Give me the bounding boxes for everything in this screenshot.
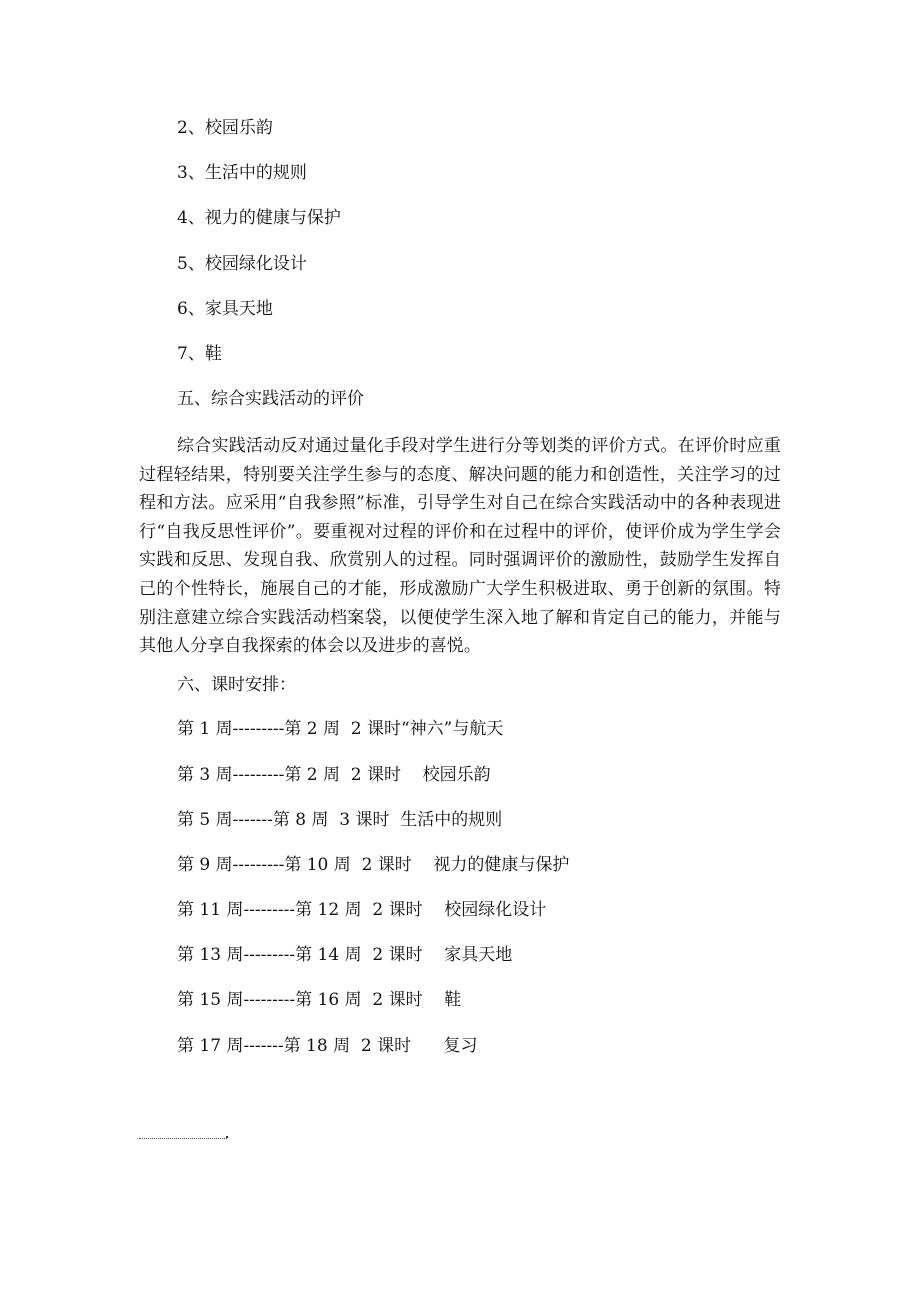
topic-item: 5、校园绿化设计 (177, 254, 307, 274)
topic-item: 4、视力的健康与保护 (177, 208, 341, 228)
evaluation-paragraph: 综合实践活动反对通过量化手段对学生进行分等划类的评价方式。在评价时应重过程轻结果，特别要关注学生参与的态度、解决问题的能力和创造性，关注学习的过程和方法。应采用“自我参照”标准，引导学生对自己在综合实践活动中的各种表现进行“自我反思性评价”。要重视对过程的评价和在过程中的评价，使评价成为学生学会实践和反思、发现自我、欣赏别人的过程。同时强调评价的激励性，鼓励学生发挥自己的个性特长，施展自己的才能，形成激励广大学生积极进取、勇于创新的氛围。特别注意建立综合实践活动档案袋，以便使学生深入地了解和肯定自己的能力，并能与其他人分享自我探索的体会以及进步的喜悦。 (139, 436, 781, 657)
schedule-row: 第 3 周---------第 2 周 2 课时 校园乐韵 (177, 765, 491, 785)
section-heading-schedule: 六、课时安排： (177, 675, 296, 695)
topic-item: 7、鞋 (177, 344, 222, 364)
schedule-row: 第 11 周---------第 12 周 2 课时 校园绿化设计 (177, 900, 547, 920)
footnote-separator (139, 1138, 227, 1139)
topic-item: 2、校园乐韵 (177, 118, 273, 138)
schedule-row: 第 5 周-------第 8 周 3 课时 生活中的规则 (177, 810, 503, 830)
topic-item: 3、生活中的规则 (177, 163, 307, 183)
section-heading-evaluation: 五、综合实践活动的评价 (177, 389, 364, 409)
schedule-row: 第 15 周---------第 16 周 2 课时 鞋 (177, 990, 462, 1010)
schedule-row: 第 1 周---------第 2 周 2 课时“神六”与航天 (177, 719, 504, 739)
schedule-row: 第 13 周---------第 14 周 2 课时 家具天地 (177, 945, 513, 965)
footnote-separator-end (226, 1136, 228, 1138)
schedule-row: 第 17 周-------第 18 周 2 课时 复习 (177, 1036, 478, 1056)
topic-item: 6、家具天地 (177, 299, 273, 319)
schedule-row: 第 9 周---------第 10 周 2 课时 视力的健康与保护 (177, 855, 570, 875)
